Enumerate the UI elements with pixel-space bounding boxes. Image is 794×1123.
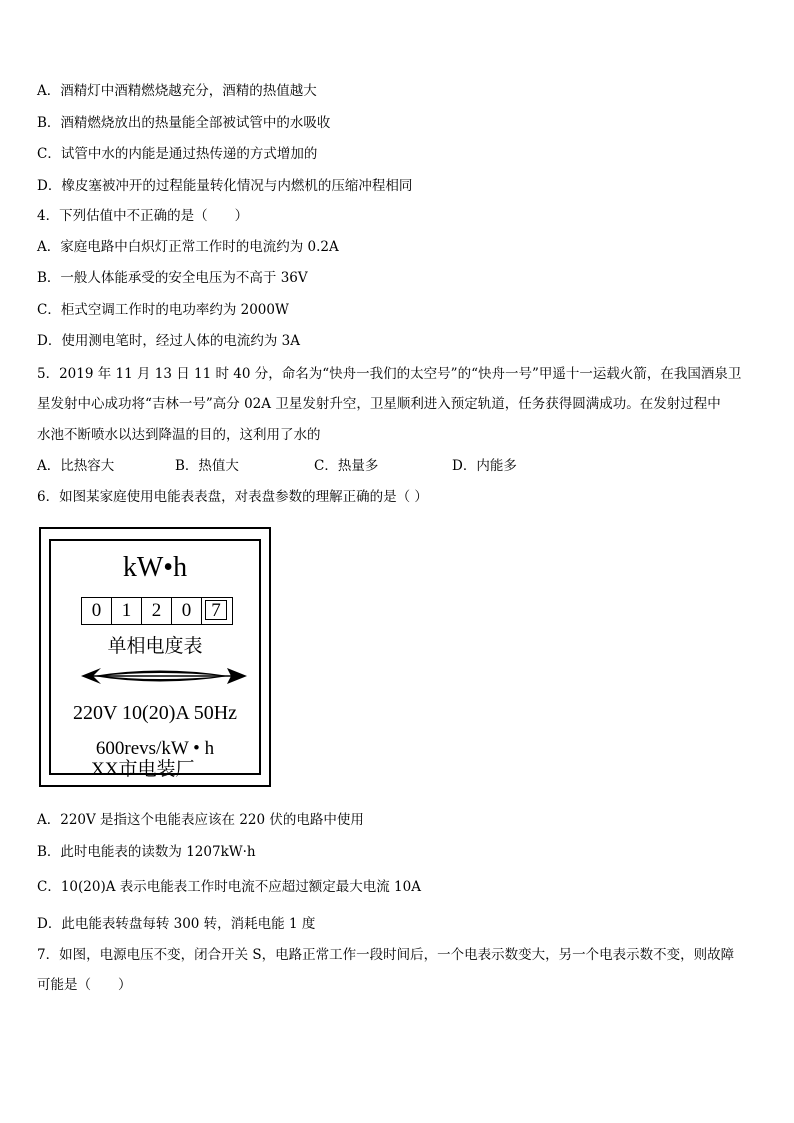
meter-digit-decimal — [202, 598, 232, 624]
q6-option-c: C．10(20)A 表示电能表工作时电流不应超过额定最大电流 10A — [37, 879, 421, 895]
q6-option-b: B．此时电能表的读数为 1207kW·h — [37, 844, 256, 860]
q6-option-a: A．220V 是指这个电能表应该在 220 伏的电路中使用 — [37, 812, 364, 828]
q6-stem: 6．如图某家庭使用电能表表盘，对表盘参数的理解正确的是（ ） — [37, 489, 428, 505]
q3-option-d: D．橡皮塞被冲开的过程能量转化情况与内燃机的压缩冲程相同 — [37, 178, 413, 194]
q5-option-c: C．热量多 — [314, 458, 379, 474]
arrow-icon — [79, 665, 249, 687]
q3-option-c: C．试管中水的内能是通过热传递的方式增加的 — [37, 146, 318, 162]
meter-name: 单相电度表 — [107, 635, 203, 657]
meter-spec: 220V 10(20)A 50Hz — [72, 702, 238, 724]
meter-digit: 0 — [172, 598, 202, 624]
q5-stem-line-1: 5．2019 年 11 月 13 日 11 时 40 分，命名为“快舟一我们的太空号”的“快舟一号”甲遥十一运载火箭，在我国酒泉卫 — [37, 366, 742, 382]
meter-revs: 600revs/kW • h — [95, 738, 215, 759]
q3-option-b: B．酒精燃烧放出的热量能全部被试管中的水吸收 — [37, 115, 331, 131]
q7-stem-line-2: 可能是（ ） — [37, 977, 132, 993]
q5-stem-line-2: 星发射中心成功将“吉林一号”高分 02A 卫星发射升空，卫星顺利进入预定轨道，任务获得圆满成功。在发射过程中 — [37, 396, 721, 412]
q5-option-d: D．内能多 — [452, 458, 517, 474]
meter-digit: 1 — [112, 598, 142, 624]
q3-option-a: A．酒精灯中酒精燃烧越充分，酒精的热值越大 — [37, 83, 317, 99]
q5-options — [37, 457, 757, 475]
q6-option-d: D．此电能表转盘每转 300 转，消耗电能 1 度 — [37, 916, 316, 932]
q4-option-b: B．一般人体能承受的安全电压为不高于 36V — [37, 270, 308, 286]
q7-stem-line-1: 7．如图，电源电压不变，闭合开关 S，电路正常工作一段时间后，一个电表示数变大，另一个电表示数不变，则故障 — [37, 947, 735, 963]
q4-stem: 4．下列估值中不正确的是（ ） — [37, 208, 249, 224]
meter-digit-decimal-value: 7 — [205, 600, 227, 620]
meter-digit: 0 — [82, 598, 112, 624]
meter-digits — [81, 597, 233, 625]
q4-option-c: C．柜式空调工作时的电功率约为 2000W — [37, 302, 289, 318]
meter-digit: 2 — [142, 598, 172, 624]
q5-option-a: A．比热容大 — [37, 458, 115, 474]
q4-option-d: D．使用测电笔时，经过人体的电流约为 3A — [37, 333, 300, 349]
q5-stem-line-3: 水池不断喷水以达到降温的目的，这利用了水的 — [37, 427, 321, 443]
q4-option-a: A．家庭电路中白炽灯正常工作时的电流约为 0.2A — [37, 239, 339, 255]
meter-panel — [49, 539, 261, 780]
meter-unit: kW•h — [122, 552, 188, 583]
q5-option-b: B．热值大 — [175, 458, 239, 474]
meter-maker: XX市电装厂 — [91, 759, 195, 780]
electric-meter-figure — [39, 527, 271, 787]
